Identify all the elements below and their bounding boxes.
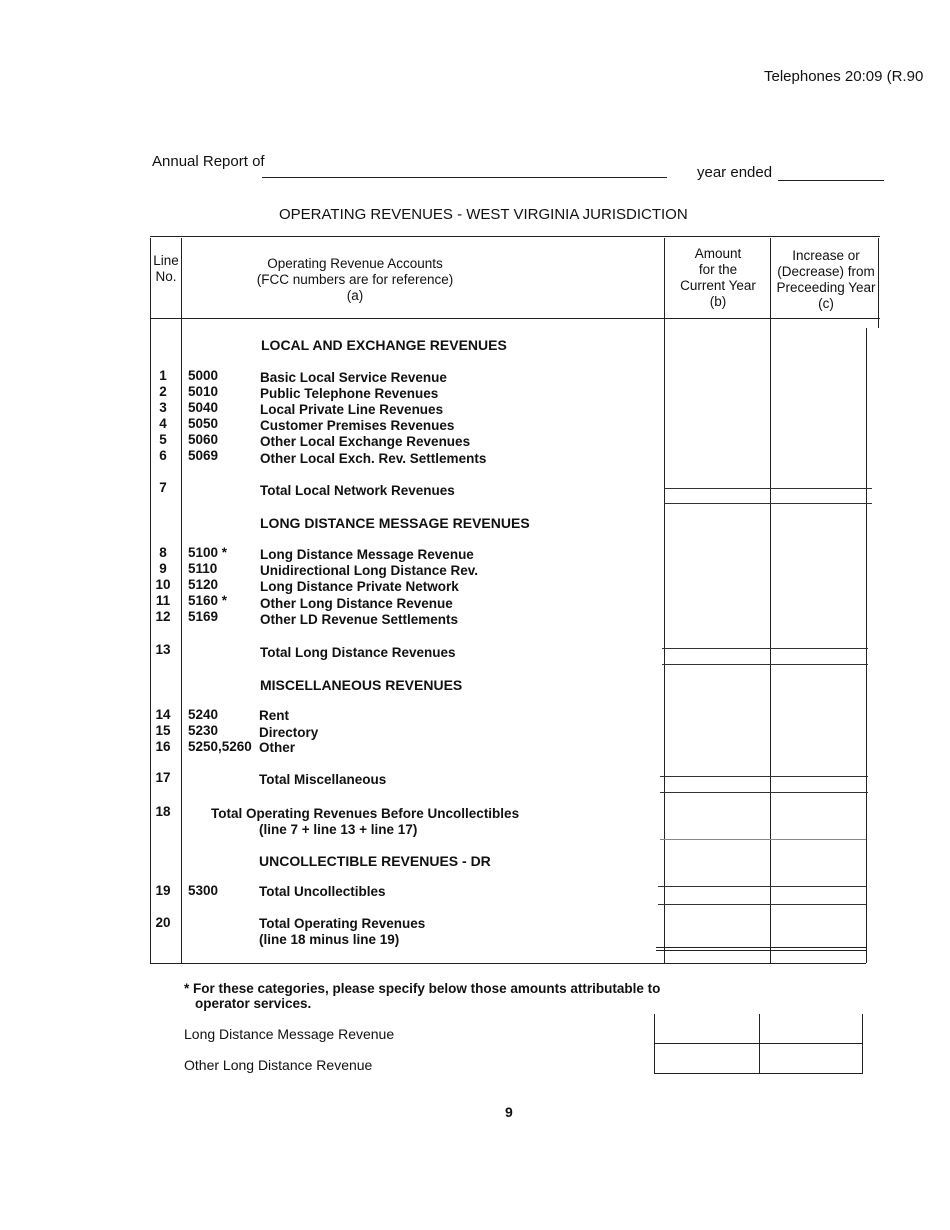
other-ld-revenue-label: Other Long Distance Revenue bbox=[184, 1057, 373, 1073]
header-amount-l3: Current Year bbox=[680, 278, 756, 293]
account-name: Other Local Exch. Rev. Settlements bbox=[260, 451, 487, 466]
line-number: 7 bbox=[159, 480, 167, 495]
account-name: Directory bbox=[259, 725, 319, 740]
account-name: Total Operating Revenues bbox=[259, 916, 426, 931]
account-name: Total Long Distance Revenues bbox=[260, 645, 456, 660]
account-name: Local Private Line Revenues bbox=[260, 402, 444, 417]
table-top-border bbox=[150, 236, 880, 237]
line-number: 9 bbox=[159, 561, 167, 576]
header-accounts-title: Operating Revenue Accounts bbox=[267, 256, 443, 271]
account-name-formula: (line 18 minus line 19) bbox=[259, 932, 400, 947]
header-amount-l1: Amount bbox=[694, 246, 742, 261]
line-number: 3 bbox=[159, 400, 167, 415]
total-local-entry-box[interactable] bbox=[664, 488, 872, 504]
header-change-l1: Increase or bbox=[792, 248, 860, 263]
fcc-number: 5010 bbox=[188, 384, 219, 399]
header-amount bbox=[666, 246, 770, 310]
year-ended-field[interactable] bbox=[778, 180, 884, 181]
fcc-number: 5250,5260 bbox=[188, 739, 252, 754]
page-number: 9 bbox=[505, 1104, 513, 1120]
fcc-number: 5160 * bbox=[188, 593, 228, 608]
annual-report-field[interactable] bbox=[262, 177, 667, 178]
account-name: Other LD Revenue Settlements bbox=[260, 612, 459, 627]
fcc-number: 5169 bbox=[188, 609, 219, 624]
line-number: 6 bbox=[159, 448, 167, 463]
ld-message-amount-field[interactable] bbox=[655, 1015, 759, 1043]
section-misc: MISCELLANEOUS REVENUES bbox=[260, 677, 463, 693]
line-number: 15 bbox=[155, 723, 171, 738]
grid-right bbox=[862, 1014, 863, 1074]
line-number: 2 bbox=[159, 384, 167, 399]
document-reference: Telephones 20:09 (R.90 bbox=[764, 68, 924, 85]
ld-message-revenue-label: Long Distance Message Revenue bbox=[184, 1026, 395, 1042]
fcc-number: 5000 bbox=[188, 368, 219, 383]
year-ended-label: year ended bbox=[697, 164, 773, 181]
total-misc-entry-box[interactable] bbox=[660, 776, 868, 793]
grid-bottom bbox=[654, 1073, 862, 1074]
line-number: 1 bbox=[159, 368, 167, 383]
table-bottom-border bbox=[150, 963, 866, 964]
fcc-number: 5120 bbox=[188, 577, 219, 592]
line-number: 16 bbox=[155, 739, 171, 754]
row20-rule-b bbox=[656, 950, 866, 951]
fcc-number: 5240 bbox=[188, 707, 219, 722]
fcc-number: 5050 bbox=[188, 416, 219, 431]
row20-rule-a bbox=[656, 947, 866, 948]
line-number: 19 bbox=[155, 883, 171, 898]
header-change-l3: Preceeding Year bbox=[776, 280, 876, 295]
line-number: 10 bbox=[155, 577, 171, 592]
header-amount-l2: for the bbox=[698, 262, 738, 277]
account-name: Total Miscellaneous bbox=[259, 772, 387, 787]
fcc-number: 5300 bbox=[188, 883, 219, 898]
line-number: 20 bbox=[155, 915, 171, 930]
row18-rule bbox=[660, 839, 866, 840]
account-name: Total Uncollectibles bbox=[259, 884, 386, 899]
total-ld-entry-box[interactable] bbox=[662, 648, 868, 665]
line-number: 17 bbox=[155, 770, 171, 785]
line-number: 13 bbox=[155, 642, 171, 657]
line-col-divider bbox=[181, 238, 182, 963]
account-name: Unidirectional Long Distance Rev. bbox=[260, 563, 479, 578]
header-line-no bbox=[151, 253, 181, 285]
line-number: 12 bbox=[155, 609, 171, 624]
fcc-number: 5100 * bbox=[188, 545, 228, 560]
header-accounts-letter: (a) bbox=[346, 288, 364, 303]
account-name: Total Operating Revenues Before Uncollectibles bbox=[211, 806, 520, 821]
line-number: 18 bbox=[155, 804, 171, 819]
account-name-formula: (line 7 + line 13 + line 17) bbox=[259, 822, 418, 837]
line-number: 8 bbox=[159, 545, 167, 560]
header-amount-l4: (b) bbox=[709, 294, 727, 309]
footnote-line-1: * For these categories, please specify below those amounts attributable to bbox=[184, 981, 661, 996]
footnote-line-2: operator services. bbox=[195, 996, 312, 1011]
header-change-l4: (c) bbox=[818, 296, 834, 311]
header-change-l2: (Decrease) from bbox=[777, 264, 875, 279]
fcc-number: 5060 bbox=[188, 432, 219, 447]
line-number: 14 bbox=[155, 707, 171, 722]
section-long-distance: LONG DISTANCE MESSAGE REVENUES bbox=[260, 515, 530, 531]
fcc-number: 5110 bbox=[188, 561, 218, 576]
amount-col-left bbox=[664, 238, 665, 963]
section-uncollectible: UNCOLLECTIBLE REVENUES - DR bbox=[259, 853, 491, 869]
other-ld-change-field[interactable] bbox=[760, 1044, 862, 1072]
header-accounts bbox=[230, 256, 480, 304]
other-ld-amount-field[interactable] bbox=[655, 1044, 759, 1072]
account-name: Long Distance Private Network bbox=[260, 579, 459, 594]
change-col-left bbox=[770, 238, 771, 963]
account-name: Long Distance Message Revenue bbox=[260, 547, 474, 562]
line-number: 5 bbox=[159, 432, 167, 447]
header-line-text: Line bbox=[153, 253, 179, 268]
account-name: Basic Local Service Revenue bbox=[260, 370, 447, 385]
ld-message-change-field[interactable] bbox=[760, 1015, 862, 1043]
header-no-text: No. bbox=[155, 269, 177, 284]
account-name: Total Local Network Revenues bbox=[260, 483, 455, 498]
total-uncollectibles-entry-box[interactable] bbox=[658, 886, 866, 905]
header-accounts-note: (FCC numbers are for reference) bbox=[256, 272, 454, 287]
header-change bbox=[772, 248, 880, 312]
line-number: 11 bbox=[155, 593, 171, 608]
fcc-number: 5230 bbox=[188, 723, 219, 738]
account-name: Other Local Exchange Revenues bbox=[260, 434, 471, 449]
footnote bbox=[184, 981, 660, 1011]
account-name: Rent bbox=[259, 708, 289, 723]
fcc-number: 5069 bbox=[188, 448, 219, 463]
line-number: 4 bbox=[159, 416, 167, 431]
annual-report-label: Annual Report of bbox=[152, 153, 265, 170]
fcc-number: 5040 bbox=[188, 400, 219, 415]
account-name: Other Long Distance Revenue bbox=[260, 596, 453, 611]
table-right-border-lower bbox=[866, 328, 867, 963]
account-name: Public Telephone Revenues bbox=[260, 386, 439, 401]
form-title: OPERATING REVENUES - WEST VIRGINIA JURISDICTION bbox=[279, 206, 688, 223]
account-name: Customer Premises Revenues bbox=[260, 418, 455, 433]
section-local: LOCAL AND EXCHANGE REVENUES bbox=[261, 337, 507, 353]
account-name: Other bbox=[259, 740, 296, 755]
